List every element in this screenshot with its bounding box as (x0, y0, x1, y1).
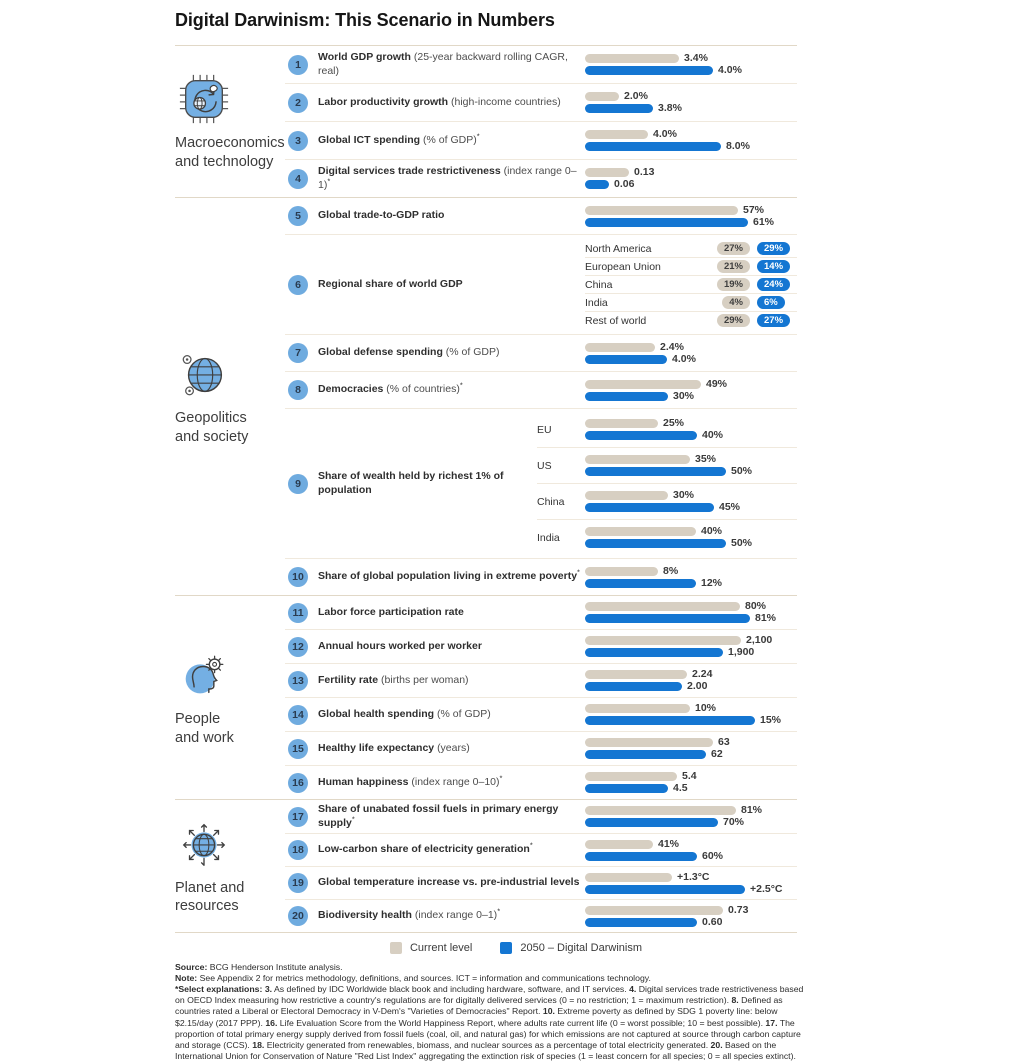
future-scenario-value: 50% (731, 537, 753, 550)
region-row (585, 240, 797, 257)
category-label: Geopolitics and society (175, 410, 249, 445)
current-level-value: 80% (745, 600, 767, 613)
current-level-value: 49% (706, 377, 728, 390)
person-gear-icon (177, 648, 231, 702)
future-scenario-value: 4.0% (672, 352, 696, 365)
future-scenario-bar (585, 539, 726, 548)
future-scenario-value: 15% (760, 714, 782, 727)
future-scenario-bar (585, 66, 713, 75)
future-scenario-barline (585, 917, 797, 928)
current-level-barline (585, 905, 797, 916)
future-scenario-barline (585, 647, 797, 658)
bar-pair (585, 342, 797, 365)
current-level-barline (585, 669, 797, 680)
current-level-barline (585, 205, 797, 216)
metric-number: 9 (288, 474, 308, 494)
metric-number: 4 (288, 169, 308, 189)
future-scenario-barline (585, 578, 797, 589)
subgroup-name: India (537, 531, 560, 544)
current-level-value: 3.4% (684, 52, 708, 65)
subgroup-row (537, 412, 797, 447)
future-scenario-badge: 6% (757, 296, 785, 309)
future-scenario-cell (757, 296, 797, 309)
current-level-bar (585, 168, 629, 177)
metric-number: 7 (288, 343, 308, 363)
current-level-value: 41% (658, 838, 680, 851)
metric-number: 6 (288, 275, 308, 295)
footnote-explanations: *Select explanations: 3. As defined by IDC Worldwide black book and including hardware, software, and IT services. 4. Digital services trade restrictiveness based on OECD Index measuring how restrictive a country's regulations are for digitally delivered services (0 = no restriction; 1 = maximum restriction). 8. Defined as countries rated a Liberal or Electoral Democracy in V-Dem's "Varieties of Democracies" Report. 10. Extreme poverty as defined by SDG 1 poverty line: below $2.15/day (2017 PPP). 16. Life Evaluation Score from the World Happiness Report, where adults rate current life (0 = worst possible; 10 = best possible). 17. The proportion of total primary energy supply derived from fossil fuels (coal, oil, and natural gas) for which emissions are not captured at source through carbon capture and storage (CCS). 18. Electricity generated from renewables, biomass, and nuclear sources as a percentage of total electricity generated. 20. Based on the International Union for Conservation of Nature "Red List Index" aggregating the extinction risk of species (1 = least concern for all species; 0 = all species extinct). (175, 984, 804, 1061)
metric-label: Global temperature increase vs. pre-industrial levels (318, 876, 580, 889)
future-scenario-cell (757, 242, 797, 255)
metric-row-7 (285, 334, 797, 371)
future-scenario-barline (585, 817, 797, 828)
current-level-barline (585, 771, 797, 782)
current-level-bar (585, 527, 696, 536)
future-scenario-badge: 24% (757, 278, 790, 291)
current-level-value: 2.4% (660, 340, 684, 353)
metric-number: 10 (288, 567, 308, 587)
bar-pair (585, 129, 797, 152)
future-scenario-value: 3.8% (658, 102, 682, 115)
current-level-barline (585, 872, 797, 883)
bar-pair (585, 601, 797, 624)
current-level-badge: 29% (717, 314, 750, 327)
future-scenario-bar (585, 579, 696, 588)
metric-row-18 (285, 833, 797, 866)
metric-label: Low-carbon share of electricity generation* (318, 840, 533, 856)
current-level-badge: 21% (717, 260, 750, 273)
metric-row-3 (285, 121, 797, 159)
future-scenario-value: 70% (723, 816, 745, 829)
current-level-barline (585, 737, 797, 748)
future-scenario-value: 40% (702, 429, 724, 442)
future-scenario-barline (585, 466, 797, 477)
future-scenario-barline (585, 715, 797, 726)
future-scenario-bar (585, 180, 609, 189)
metric-row-1 (285, 46, 797, 83)
metric-number: 11 (288, 603, 308, 623)
region-name: China (585, 278, 613, 291)
current-level-value: 30% (673, 489, 695, 502)
bar-pair (585, 379, 797, 402)
current-level-bar (585, 130, 648, 139)
current-level-barline (585, 167, 797, 178)
current-level-bar (585, 491, 668, 500)
metric-number: 1 (288, 55, 308, 75)
metric-label: Share of global population living in extreme poverty* (318, 567, 580, 583)
metric-row-14 (285, 697, 797, 731)
future-scenario-value: 50% (731, 465, 753, 478)
bar-pair (585, 454, 797, 477)
current-level-bar (585, 419, 658, 428)
future-scenario-barline (585, 783, 797, 794)
future-scenario-bar (585, 355, 667, 364)
bar-pair (585, 635, 797, 658)
current-level-value: 63 (718, 736, 730, 749)
current-level-bar (585, 455, 690, 464)
current-level-value: 5.4 (682, 770, 697, 783)
footnote-source: Source: BCG Henderson Institute analysis. (175, 962, 343, 973)
metric-label: Labor productivity growth (high-income countries) (318, 95, 561, 108)
bar-pair (585, 566, 797, 589)
subgroup-name: China (537, 495, 565, 508)
current-level-barline (585, 805, 797, 816)
future-scenario-barline (585, 141, 797, 152)
legend-future-swatch (500, 942, 512, 954)
current-level-barline (585, 129, 797, 140)
region-row (585, 257, 797, 275)
subgroup-row (537, 483, 797, 519)
current-level-barline (585, 839, 797, 850)
bar-pair (585, 737, 797, 760)
region-row (585, 293, 797, 311)
future-scenario-value: 61% (753, 215, 775, 228)
current-level-value: 0.13 (634, 166, 655, 179)
current-level-barline (585, 703, 797, 714)
globe-arrows-icon (177, 817, 231, 871)
metric-number: 14 (288, 705, 308, 725)
legend-item-future (500, 942, 642, 954)
future-scenario-bar (585, 918, 697, 927)
future-scenario-bar (585, 852, 697, 861)
metric-rows (285, 800, 797, 932)
subgroup-name: US (537, 459, 552, 472)
current-level-bar (585, 380, 701, 389)
metric-row-9 (285, 408, 797, 558)
metric-row-19 (285, 866, 797, 899)
future-scenario-badge: 27% (757, 314, 790, 327)
current-level-barline (585, 566, 797, 577)
metric-number: 16 (288, 773, 308, 793)
future-scenario-barline (585, 613, 797, 624)
future-scenario-cell (757, 314, 797, 327)
future-scenario-barline (585, 354, 797, 365)
metric-label: Biodiversity health (index range 0–1)* (318, 906, 501, 922)
current-level-value: 81% (741, 804, 763, 817)
metric-number: 5 (288, 206, 308, 226)
current-level-value: 0.73 (728, 904, 749, 917)
current-level-bar (585, 636, 741, 645)
future-scenario-barline (585, 217, 797, 228)
legend-item-current (390, 942, 472, 954)
future-scenario-bar (585, 648, 723, 657)
content-column (175, 10, 804, 1062)
current-level-barline (585, 53, 797, 64)
future-scenario-barline (585, 430, 797, 441)
metric-label: Share of unabated fossil fuels in primary energy supply* (318, 803, 559, 829)
metric-row-2 (285, 83, 797, 121)
metric-number: 13 (288, 671, 308, 691)
legend-current-label: Current level (409, 942, 473, 955)
metric-label: Annual hours worked per worker (318, 639, 482, 652)
current-level-bar (585, 738, 713, 747)
footnotes (175, 962, 815, 1061)
metric-number: 8 (288, 380, 308, 400)
current-level-cell (710, 314, 750, 327)
future-scenario-barline (585, 391, 797, 402)
future-scenario-barline (585, 502, 797, 513)
metric-label: Labor force participation rate (318, 605, 464, 618)
future-scenario-value: 4.5 (673, 782, 688, 795)
future-scenario-bar (585, 716, 755, 725)
section-macroeconomics-and-technology (175, 45, 797, 197)
metric-number: 19 (288, 873, 308, 893)
bar-pair (585, 53, 797, 76)
current-level-bar (585, 206, 738, 215)
future-scenario-value: 2.00 (687, 680, 708, 693)
future-scenario-value: 1,900 (728, 646, 755, 659)
future-scenario-value: 45% (719, 501, 741, 514)
subgroup-rows (537, 412, 797, 555)
microchip-globe-icon (177, 72, 231, 126)
metric-label: Global defense spending (% of GDP) (318, 346, 500, 359)
metric-rows (285, 46, 797, 197)
future-scenario-bar (585, 750, 706, 759)
metric-number: 17 (288, 807, 308, 827)
current-level-cell (710, 260, 750, 273)
current-level-bar (585, 840, 653, 849)
future-scenario-bar (585, 392, 668, 401)
future-scenario-bar (585, 682, 682, 691)
metric-label: Global health spending (% of GDP) (318, 707, 491, 720)
metric-label: Healthy life expectancy (years) (318, 741, 470, 754)
metric-number: 15 (288, 739, 308, 759)
section-geopolitics-and-society (175, 197, 797, 595)
globe-network-icon (177, 347, 231, 401)
current-level-cell (710, 242, 750, 255)
future-scenario-barline (585, 884, 797, 895)
bar-pair (585, 418, 797, 441)
metric-label: Digital services trade restrictiveness (index range 0–1)* (318, 164, 577, 191)
current-level-value: +1.3°C (677, 871, 710, 884)
current-level-barline (585, 418, 797, 429)
future-scenario-bar (585, 142, 721, 151)
current-level-value: 2.24 (692, 668, 713, 681)
current-level-value: 25% (663, 417, 685, 430)
future-scenario-bar (585, 104, 653, 113)
metric-label: Global ICT spending (% of GDP)* (318, 131, 480, 146)
metric-row-13 (285, 663, 797, 697)
metric-number: 20 (288, 906, 308, 926)
bar-pair (585, 839, 797, 862)
current-level-barline (585, 342, 797, 353)
bar-pair (585, 905, 797, 928)
future-scenario-bar (585, 431, 697, 440)
metric-rows (285, 596, 797, 799)
current-level-barline (585, 526, 797, 537)
current-level-bar (585, 567, 658, 576)
region-table (585, 238, 797, 331)
future-scenario-value: 8.0% (726, 140, 750, 153)
metric-number: 12 (288, 637, 308, 657)
future-scenario-value: 60% (702, 850, 724, 863)
metric-row-10 (285, 558, 797, 595)
current-level-bar (585, 602, 740, 611)
legend-future-label: 2050 – Digital Darwinism (520, 942, 643, 955)
bar-pair (585, 205, 797, 228)
current-level-barline (585, 601, 797, 612)
subgroup-name: EU (537, 423, 552, 436)
future-scenario-bar (585, 784, 668, 793)
region-name: India (585, 296, 608, 309)
current-level-bar (585, 806, 736, 815)
current-level-value: 40% (701, 525, 723, 538)
bar-pair (585, 526, 797, 549)
current-level-badge: 19% (717, 278, 750, 291)
legend-current-swatch (390, 942, 402, 954)
metric-row-5 (285, 198, 797, 234)
category-label: Planet and resources (175, 880, 245, 915)
current-level-value: 2,100 (746, 634, 773, 647)
metric-number: 18 (288, 840, 308, 860)
future-scenario-value: 81% (755, 612, 777, 625)
future-scenario-badge: 29% (757, 242, 790, 255)
page-title: Digital Darwinism: This Scenario in Numbers (175, 10, 555, 30)
future-scenario-badge: 14% (757, 260, 790, 273)
future-scenario-barline (585, 749, 797, 760)
region-name: North America (585, 242, 652, 255)
future-scenario-value: 4.0% (718, 64, 742, 77)
metric-rows (285, 198, 797, 595)
future-scenario-barline (585, 681, 797, 692)
future-scenario-cell (757, 278, 797, 291)
future-scenario-value: +2.5°C (750, 883, 783, 896)
future-scenario-bar (585, 614, 750, 623)
subgroup-row (537, 447, 797, 483)
current-level-barline (585, 490, 797, 501)
region-row (585, 311, 797, 329)
metric-label: Share of wealth held by richest 1% of population (318, 469, 504, 496)
future-scenario-value: 62 (711, 748, 723, 761)
bar-pair (585, 167, 797, 190)
region-row (585, 275, 797, 293)
metric-row-16 (285, 765, 797, 799)
category (175, 800, 285, 932)
section-people-and-work (175, 595, 797, 799)
metric-label: Regional share of world GDP (318, 277, 463, 290)
future-scenario-value: 30% (673, 389, 695, 402)
current-level-badge: 27% (717, 242, 750, 255)
current-level-bar (585, 670, 687, 679)
current-level-bar (585, 873, 672, 882)
current-level-bar (585, 343, 655, 352)
current-level-value: 57% (743, 203, 765, 216)
current-level-bar (585, 906, 723, 915)
bar-pair (585, 669, 797, 692)
current-level-cell (710, 296, 750, 309)
current-level-barline (585, 454, 797, 465)
metric-label: Fertility rate (births per woman) (318, 673, 469, 686)
metric-label: Human happiness (index range 0–10)* (318, 773, 503, 788)
metric-row-17 (285, 800, 797, 833)
category-label: Macroeconomics and technology (175, 135, 285, 170)
metric-number: 3 (288, 131, 308, 151)
metric-label: Global trade-to-GDP ratio (318, 209, 445, 222)
current-level-bar (585, 54, 679, 63)
bar-pair (585, 91, 797, 114)
metric-label: Democracies (% of countries)* (318, 380, 463, 396)
future-scenario-bar (585, 885, 745, 894)
current-level-cell (710, 278, 750, 291)
metric-label: World GDP growth (25-year backward rolling CAGR, real) (318, 50, 568, 77)
footnote-note: Note: See Appendix 2 for metrics methodology, definitions, and sources. ICT = information and communications technology. (175, 973, 651, 984)
metric-number: 2 (288, 93, 308, 113)
current-level-value: 10% (695, 702, 717, 715)
legend (175, 933, 797, 956)
bar-pair (585, 703, 797, 726)
current-level-bar (585, 704, 690, 713)
future-scenario-value: 0.06 (614, 178, 635, 191)
current-level-bar (585, 92, 619, 101)
current-level-value: 8% (663, 564, 679, 577)
category (175, 596, 285, 799)
future-scenario-bar (585, 218, 748, 227)
metrics-chart (175, 45, 797, 933)
future-scenario-barline (585, 65, 797, 76)
current-level-value: 2.0% (624, 90, 648, 103)
metric-row-4 (285, 159, 797, 197)
bar-pair (585, 771, 797, 794)
metric-row-15 (285, 731, 797, 765)
current-level-badge: 4% (722, 296, 750, 309)
category (175, 46, 285, 197)
future-scenario-cell (757, 260, 797, 273)
future-scenario-value: 12% (701, 576, 723, 589)
current-level-value: 4.0% (653, 128, 677, 141)
current-level-barline (585, 379, 797, 390)
category (175, 198, 285, 595)
future-scenario-bar (585, 503, 714, 512)
bar-pair (585, 872, 797, 895)
future-scenario-value: 0.60 (702, 916, 723, 929)
metric-row-6 (285, 234, 797, 334)
future-scenario-bar (585, 467, 726, 476)
current-level-value: 35% (695, 453, 717, 466)
metric-row-20 (285, 899, 797, 932)
future-scenario-barline (585, 851, 797, 862)
bar-pair (585, 805, 797, 828)
region-name: Rest of world (585, 314, 647, 327)
future-scenario-barline (585, 538, 797, 549)
category-label: People and work (175, 711, 234, 746)
future-scenario-barline (585, 103, 797, 114)
subgroup-row (537, 519, 797, 555)
metric-row-11 (285, 596, 797, 629)
future-scenario-bar (585, 818, 718, 827)
metric-row-12 (285, 629, 797, 663)
bar-pair (585, 490, 797, 513)
metric-row-8 (285, 371, 797, 408)
current-level-barline (585, 635, 797, 646)
current-level-barline (585, 91, 797, 102)
current-level-bar (585, 772, 677, 781)
section-planet-and-resources (175, 799, 797, 932)
region-name: European Union (585, 260, 661, 273)
future-scenario-barline (585, 179, 797, 190)
